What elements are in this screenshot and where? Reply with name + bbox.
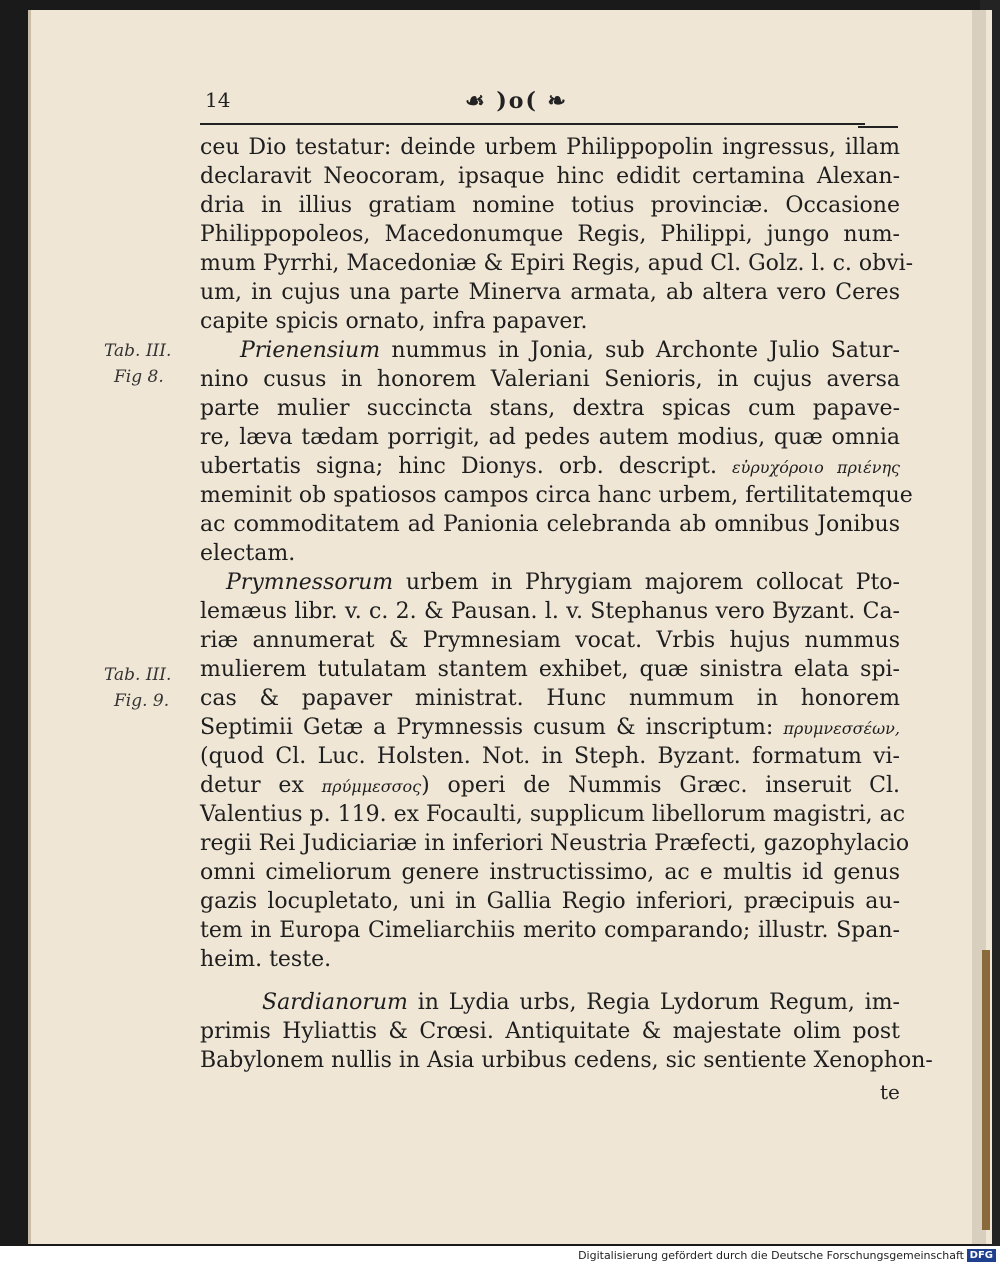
text-line: Babylonem nullis in Asia urbibus cedens, sic sentiente Xenophon- — [200, 1048, 933, 1073]
text-line-with-greek — [200, 713, 900, 742]
text-fragment: detur ex — [200, 773, 322, 798]
funding-notice: Digitalisierung gefördert durch die Deutsche Forschungsgemeinschaft — [578, 1249, 964, 1262]
text-line: electam. — [200, 541, 296, 566]
text-line: nino cusus in honorem Valeriani Senioris, in cujus aversa — [200, 367, 900, 392]
dfg-logo[interactable]: DFG — [967, 1249, 996, 1262]
text-line: parte mulier succincta stans, dextra spicas cum papave- — [200, 396, 900, 421]
text-line: Valentius p. 119. ex Focaulti, supplicum libellorum magistri, ac — [200, 802, 906, 827]
paragraph-gap — [200, 974, 900, 988]
digitization-footer — [0, 1246, 1000, 1268]
text-line: riæ annumerat & Prymnesiam vocat. Vrbis hujus nummus — [200, 628, 900, 653]
lead-word: Sardianorum — [262, 990, 408, 1015]
margin-note-tab3-fig9 — [104, 662, 171, 714]
text-line: Philippopoleos, Macedonumque Regis, Philippi, jungo num- — [200, 222, 900, 247]
header-rule — [200, 123, 865, 125]
catchword: te — [880, 1080, 900, 1104]
text-line: mum Pyrrhi, Macedoniæ & Epiri Regis, apud Cl. Golz. l. c. obvi- — [200, 251, 914, 276]
text-fragment: Septimii Getæ a Prymnessis cusum & inscriptum: — [200, 715, 784, 740]
text-line: ceu Dio testatur: deinde urbem Philippopolin ingressus, illam — [200, 135, 900, 160]
margin-note-line: Tab. III. — [104, 665, 172, 685]
text-line: cas & papaver ministrat. Hunc nummum in honorem — [200, 686, 900, 711]
paragraph-first-line — [200, 988, 900, 1017]
page-number: 14 — [205, 88, 231, 112]
text-line: lemæus libr. v. c. 2. & Pausan. l. v. Stephanus vero Byzant. Ca- — [200, 599, 900, 624]
body-text — [200, 133, 933, 1075]
text-line: capite spicis ornato, infra papaver. — [200, 309, 588, 334]
text-line-with-greek — [200, 771, 900, 800]
text-line: re, læva tædam porrigit, ad pedes autem modius, quæ omnia — [200, 425, 900, 450]
book-spine — [982, 950, 990, 1230]
text-fragment: ) operi de Nummis Græc. inseruit Cl. — [421, 773, 900, 798]
text-line: heim. teste. — [200, 947, 332, 972]
text-line: um, in cujus una parte Minerva armata, ab altera vero Ceres — [200, 280, 900, 305]
text-line: regii Rei Judiciariæ in inferiori Neustria Præfecti, gazophylacio — [200, 831, 910, 856]
text-line: mulierem tutulatam stantem exhibet, quæ sinistra elata spi- — [200, 657, 900, 682]
lead-word: Prymnessorum — [226, 570, 394, 595]
margin-note-line: Tab. III. — [104, 341, 172, 361]
text-fragment: in Lydia urbs, Regia Lydorum Regum, im- — [407, 990, 900, 1015]
text-line-with-greek — [200, 452, 900, 481]
lead-word: Prienensium — [240, 338, 381, 363]
text-fragment: ubertatis signa; hinc Dionys. orb. descript. — [200, 454, 733, 479]
text-line: gazis locupletato, uni in Gallia Regio inferiori, præcipuis au- — [200, 889, 900, 914]
paragraph-first-line — [200, 336, 900, 365]
text-line: meminit ob spatiosos campos circa hanc urbem, fertilitatemque — [200, 483, 913, 508]
text-line: primis Hyliattis & Crœsi. Antiquitate & majestate olim post — [200, 1019, 900, 1044]
greek-quote: πρύμμεσσος — [321, 777, 422, 796]
margin-note-line: Fig 8. — [114, 367, 164, 387]
paragraph-first-line — [200, 568, 900, 597]
margin-note-line: Fig. 9. — [114, 691, 170, 711]
text-line: declaravit Neocoram, ipsaque hinc edidit certamina Alexan- — [200, 164, 900, 189]
text-fragment: nummus in Jonia, sub Archonte Julio Satur- — [380, 338, 900, 363]
text-line: (quod Cl. Luc. Holsten. Not. in Steph. Byzant. formatum vi- — [200, 744, 900, 769]
greek-quote: εὐρυχόροιο πριένης — [732, 458, 900, 477]
header-rule-end — [858, 126, 898, 128]
text-line: omni cimeliorum genere instructissimo, ac e multis id genus — [200, 860, 900, 885]
greek-quote: πρυμνεσσέων, — [783, 719, 900, 738]
text-line: dria in illius gratiam nomine totius provinciæ. Occasione — [200, 193, 900, 218]
text-line: tem in Europa Cimeliarchiis merito comparando; illustr. Span- — [200, 918, 900, 943]
header-ornament: ☙ )o( ❧ — [465, 88, 568, 114]
text-line: ac commoditatem ad Panionia celebranda ab omnibus Jonibus — [200, 512, 900, 537]
text-fragment: urbem in Phrygiam majorem collocat Pto- — [393, 570, 900, 595]
margin-note-tab3-fig8 — [104, 338, 171, 390]
